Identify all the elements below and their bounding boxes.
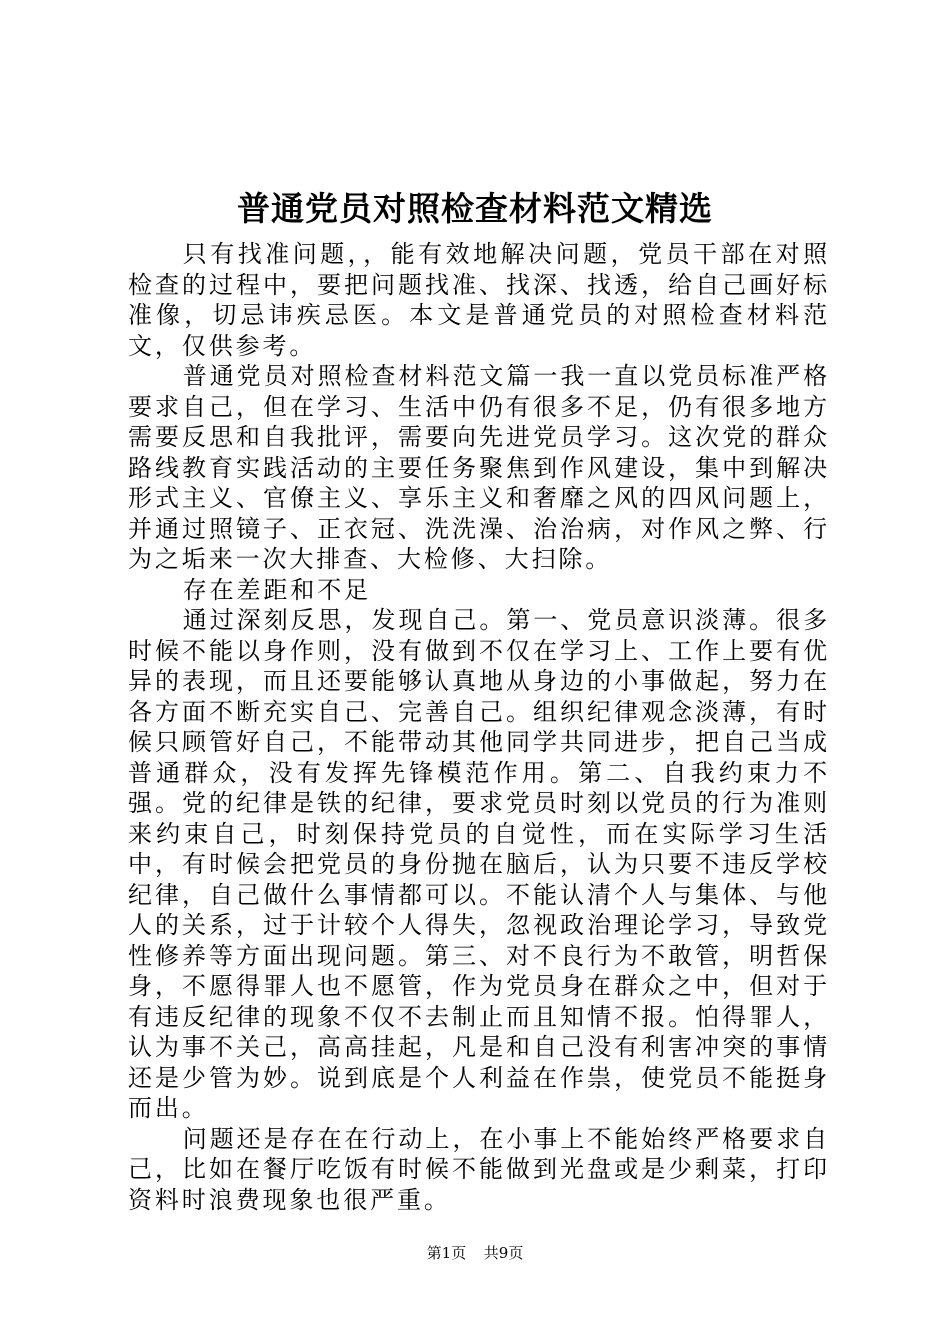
page-footer xyxy=(0,1243,950,1263)
document-body xyxy=(128,239,830,1215)
paragraph-actions: 问题还是存在在行动上，在小事上不能始终严格要求自己，比如在餐厅吃饭有时候不能做到光盘或是少剩菜，打印资料时浪费现象也很严重。 xyxy=(128,1124,830,1214)
paragraph-intro: 只有找准问题，，能有效地解决问题，党员干部在对照检查的过程中，要把问题找准、找深、找透，给自己画好标准像，切忌讳疾忌医。本文是普通党员的对照检查材料范文，仅供参考。 xyxy=(128,240,830,360)
page-number: 第1页 xyxy=(426,1244,467,1262)
paragraph-section-one: 普通党员对照检查材料范文篇一我一直以党员标准严格要求自己，但在学习、生活中仍有很多不足，仍有很多地方需要反思和自我批评，需要向先进党员学习。这次党的群众路线教育实践活动的主要任务聚焦到作风建设，集中到解决形式主义、官僚主义、享乐主义和奢靡之风的四风问题上，并通过照镜子、正衣冠、洗洗澡、治治病，对作风之弊、行为之垢来一次大排查、大检修、大扫除。 xyxy=(128,362,830,573)
paragraph-heading-gaps: 存在差距和不足 xyxy=(182,575,372,604)
document-title: 普通党员对照检查材料范文精选 xyxy=(237,189,713,228)
paragraph-reflection: 通过深刻反思，发现自己。第一、党员意识淡薄。很多时候不能以身作则，没有做到不仅在学习上、工作上要有优异的表现，而且还要能够认真地从身边的小事做起，努力在各方面不断充实自己、完善自己。组织纪律观念淡薄，有时候只顾管好自己，不能带动其他同学共同进步，把自己当成普通群众，没有发挥先锋模范作用。第二、自我约束力不强。党的纪律是铁的纪律，要求党员时刻以党员的行为准则来约束自己，时刻保持党员的自觉性，而在实际学习生活中，有时候会把党员的身份抛在脑后，认为只要不违反学校纪律，自己做什么事情都可以。不能认清个人与集体、与他人的关系，过于计较个人得失，忽视政治理论学习，导致党性修养等方面出现问题。第三、对不良行为不敢管，明哲保身，不愿得罪人也不愿管，作为党员身在群众之中，但对于有违反纪律的现象不仅不去制止而且知情不报。怕得罪人，认为事不关己，高高挂起，凡是和自己没有利害冲突的事情还是少管为妙。说到底是个人利益在作祟，使党员不能挺身而出。 xyxy=(128,606,830,1122)
page-total: 共9页 xyxy=(483,1244,524,1262)
